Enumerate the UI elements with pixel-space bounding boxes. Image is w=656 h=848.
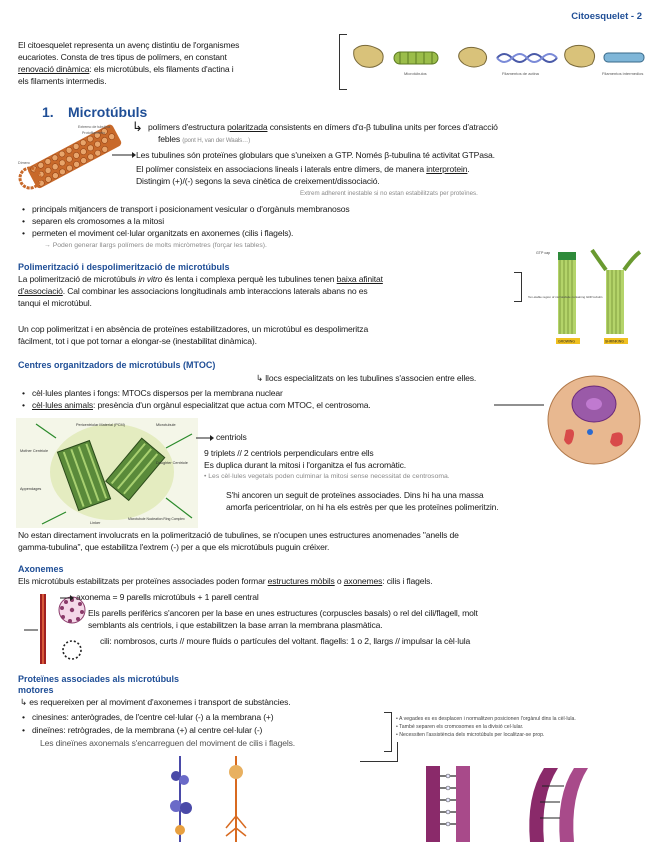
proteines-bracket-2 bbox=[360, 742, 398, 762]
proteines-note-1: • A vegades es es desplacen i normalitzen posicionen l'orgànul dins la cèl·lula. bbox=[396, 716, 576, 722]
growing-microtubule bbox=[558, 252, 576, 334]
cell-icon-1 bbox=[354, 45, 383, 67]
dynein-axoneme-figure bbox=[414, 756, 650, 844]
axonemes-p-line-1: Els parells perifèrics s'ancoren per la base en unes estructures (corpuscles basals) o rel del cili/flagell, molt bbox=[88, 608, 478, 618]
arrow-centriol-icon bbox=[196, 434, 214, 442]
polim-bracket bbox=[514, 272, 522, 302]
cell-icon-3 bbox=[565, 45, 595, 67]
arrow-right-icon bbox=[112, 150, 136, 160]
cs-label-mother: Mother Centriole bbox=[20, 449, 49, 453]
mt-bullet-sub: → Poden generar llargs polímers de molts micròmetres (forçar les tables). bbox=[44, 242, 267, 249]
intro-line-4: els filaments intermedis. bbox=[18, 76, 107, 86]
intermediate-filament-icon bbox=[604, 53, 644, 62]
proteines-note-3: • Necessiten l'assistència dels microtúbuls per localitzar-se prop. bbox=[396, 732, 545, 738]
polymer-line-1: polímers d'estructura polaritzada consistents en dímers d'α-β tubulina units per forces d'atracció bbox=[148, 122, 498, 132]
cytoskeleton-figure bbox=[352, 40, 648, 80]
cs-label-daughter: Daughter Centriole bbox=[156, 461, 188, 465]
section-title-axonemes: Axonemes bbox=[18, 564, 64, 574]
axoneme-line: axonema = 9 parells microtúbuls + 1 parell central bbox=[76, 592, 259, 602]
cs-label-ring: Microtubule Nucleation Ring Complex bbox=[128, 517, 185, 521]
axonemes-p-line-2: semblants als centriols, i que estabilitzen la base arran la membrana plasmàtica. bbox=[88, 620, 383, 630]
polim-p1-line-1: La polimerització de microtúbuls in vitro és lenta i complexa perquè les tubulines tenen baixa afinitat bbox=[18, 274, 383, 284]
intro-underlined: renovació dinàmica bbox=[18, 64, 90, 74]
page-header-title: Citoesquelet - 2 bbox=[571, 11, 642, 22]
section-number: 1. bbox=[42, 104, 54, 120]
fig-label-microtubulos: Microtúbulos bbox=[404, 71, 427, 76]
section-title-polimeritzacio: Polimerització i despolimerització de microtúbuls bbox=[18, 262, 230, 272]
mt-fig-label-1: Extremo de tubulina bbox=[78, 125, 110, 129]
centriol-line-1: 9 triplets // 2 centriols perpendiculars entre ells bbox=[204, 448, 374, 458]
gamma-line-2: gamma-tubulina", que estabilitza l'extrem (-) per a que els microtúbuls puguin créixer. bbox=[18, 542, 330, 552]
intro-bracket bbox=[339, 34, 347, 90]
tubulin-line-1: Les tubulines són proteïnes globulars que s'uneixen a GTP. Només β-tubulina té activitat GTPasa. bbox=[136, 150, 495, 160]
section-title-microtubuls: Microtúbuls bbox=[68, 104, 148, 120]
actin-icon bbox=[497, 54, 557, 62]
section-subtitle-motores: motores bbox=[18, 685, 54, 695]
mt-fig-label-2: Protofilamento bbox=[82, 131, 106, 135]
polymer-line-2: febles (pont H, van der Waals…) bbox=[158, 134, 250, 144]
intro-line-1: El citoesquelet representa un avenç distintiu de l'organismes bbox=[18, 40, 240, 50]
centriol-line-2: Es duplica durant la mitosi i l'organitza el fus acromàtic. bbox=[204, 460, 406, 470]
proteines-note-2: • També separen els cromosomes en la divisió cel·lular. bbox=[396, 724, 524, 730]
cs-label-microtubule: Microtubule bbox=[156, 423, 176, 427]
centriol-label: centriols bbox=[216, 432, 247, 442]
cs-label-appendages: Appendages bbox=[20, 487, 42, 491]
fig-label-stable-region: Ten-stable region of microtubule containing GDP-tubulin bbox=[528, 295, 603, 299]
tubulin-line-3: Distingim (+)/(-) segons la seva cinètica de creixement/dissociació. bbox=[136, 176, 380, 186]
intro-line-2: eucariotes. Consta de tres tipus de polímers, en constant bbox=[18, 52, 227, 62]
shrinking-microtubule bbox=[592, 250, 640, 334]
intro-line-3: renovació dinàmica: els microtúbuls, els filaments d'actina i bbox=[18, 64, 234, 74]
animal-cell-figure bbox=[542, 368, 642, 468]
proteines-bullet-2: • dineïnes: retrògrades, de la membrana (+) al centre cel·lular (-) bbox=[32, 725, 262, 736]
section-title-mtoc: Centres organitzadors de microtúbuls (MTOC) bbox=[18, 360, 216, 370]
microtubule-icon bbox=[394, 52, 438, 64]
pcm-line-2: amorfa pericentriolar, on hi ha els estrès per que les proteïnes polimeritzin. bbox=[226, 502, 499, 512]
centrosome-figure bbox=[16, 418, 198, 528]
polim-p1-line-2: d'associació. Cal combinar les associacions longitudinals amb interaccions laterals abans no es bbox=[18, 286, 368, 296]
dynamic-instability-figure bbox=[526, 246, 644, 346]
pcm-line-1: S'hi ancoren un seguit de proteïnes associades. Dins hi ha una massa bbox=[226, 490, 484, 500]
polim-p1-line-3: tanqui el microtúbul. bbox=[18, 298, 92, 308]
mt-fig-label-3: Dímero bbox=[18, 161, 30, 165]
mt-bullet-1: • principals mitjancers de transport i posicionament vesicular o d'orgànuls membranosos bbox=[32, 204, 350, 215]
proteines-bullet-1: • cinesines: anterògrades, de l'centre cel·lular (-) a la membrana (+) bbox=[32, 712, 274, 723]
polim-p2-line-1: Un cop polimeritzat i en absència de proteïnes estabilitzadores, un microtúbul es despolimeritza bbox=[18, 324, 369, 334]
centriol-note: • Les cèl·lules vegetals poden culminar la mitosi sense necessitat de centrosoma. bbox=[204, 473, 450, 480]
mtoc-bullet-2: • cèl·lules animals: presència d'un orgànul especialitzat que actua com MTOC, el centrosoma. bbox=[32, 400, 371, 411]
tubulin-line-2: El polímer consisteix en associacions lineals i laterals entre dímers, de manera interprotein. bbox=[136, 164, 470, 174]
cili-flagell-line: cili: nombrosos, curts // moure fluids o partícules del voltant. flagells: 1 o 2, llargs // impulsar la cèl·lula bbox=[100, 636, 471, 646]
fig-label-actina: Filamentos de actina bbox=[502, 71, 539, 76]
mt-bullet-2: • separen els cromosomes a la mitosi bbox=[32, 216, 164, 227]
tubulin-note: Extrem adherent inestable si no estan estabilitzats per proteïnes. bbox=[300, 190, 478, 197]
mt-bullet-3: • permeten el moviment cel·lular organitzats en axonemes (cilis i flagels). bbox=[32, 228, 293, 239]
section-title-proteines: Proteïnes associades als microtúbuls bbox=[18, 674, 180, 684]
arrow-axoneme-icon bbox=[60, 594, 74, 602]
mtoc-intro: ↳ llocs especialitzats on les tubulines s'associen entre elles. bbox=[256, 373, 477, 383]
polim-p2-line-2: fàcilment, tot i que pot tornar a elongar-se (inestabilitat dinàmica). bbox=[18, 336, 257, 346]
fig-label-intermedios: Filamentos intermedios bbox=[602, 71, 644, 76]
microtubule-diagram bbox=[16, 120, 126, 192]
axonemes-line-1: Els microtúbuls estabilitzats per proteïnes associades poden formar estructures mòbils o axonemes: cilis i flagels. bbox=[18, 576, 433, 586]
cs-label-linker: Linker bbox=[90, 521, 101, 525]
fig-label-growing: GROWING bbox=[558, 339, 575, 344]
gamma-line-1: No estan directament involucrats en la polimerització de tubulines, se n'ocupen unes estructures anomenades "anells de bbox=[18, 530, 459, 540]
cs-label-pcm: Pericentriolar Material (PCM) bbox=[76, 423, 125, 427]
cell-icon-2 bbox=[459, 47, 487, 67]
fig-label-shrinking: SHRINKING bbox=[605, 339, 624, 344]
arrow-to-cell-icon bbox=[494, 402, 544, 408]
motor-proteins-figure bbox=[140, 756, 270, 844]
arrow-icon: ↳ bbox=[132, 119, 143, 134]
fig-label-gtp-cap: GTP cap bbox=[536, 251, 551, 255]
proteines-sub: Les dineïnes axonemals s'encarreguen del moviment de cilis i flagels. bbox=[40, 738, 295, 748]
proteines-intro: ↳ es requereixen per al moviment d'axonemes i transport de substàncies. bbox=[20, 697, 291, 707]
mtoc-bullet-1: • cèl·lules plantes i fongs: MTOCs dispersos per la membrana nuclear bbox=[32, 388, 283, 399]
